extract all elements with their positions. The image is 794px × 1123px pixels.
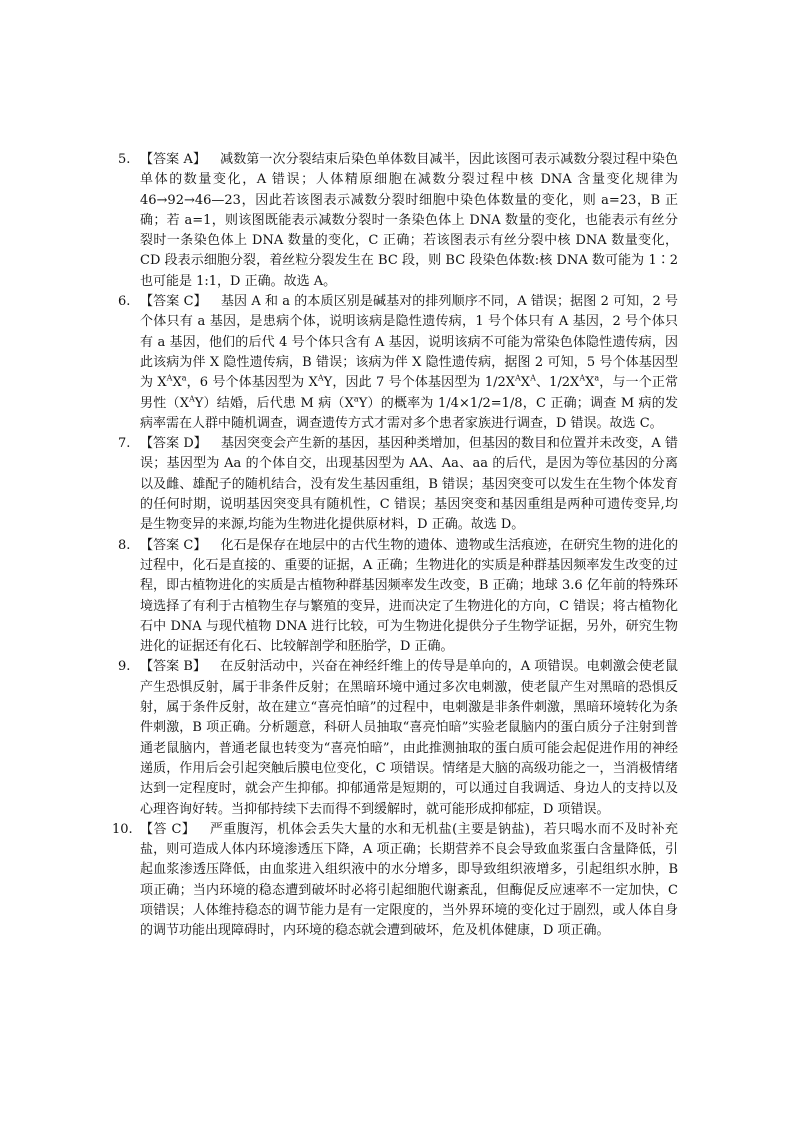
answer-explanation: 在反射活动中，兴奋在神经纤维上的传导是单向的，A 项错误。电刺激会使老鼠产生恐惧反射，属于非条件反射；在黑暗环境中通过多次电刺激，使老鼠产生对黑暗的恐惧反射，属于条件反射，故在建立“喜亮怕暗”的过程中，电刺激是非条件刺激，黑暗环境转化为条件刺激，B 项正确。分析题意，科研人员抽取“喜亮怕暗”实验老鼠脑内的蛋白质分子注射到普通老鼠脑内，普通老鼠也转变为“喜亮怕暗”，由此推测抽取的蛋白质可能会起促进作用的神经递质，作用后会引起突触后膜电位变化，C 项错误。情绪是大脑的高级功能之一，当消极情绪达到一定程度时，就会产生抑郁。抑郁通常是短期的，可以通过自我调适、身边人的支持以及心理咨询好转。当抑郁持续下去而得不到缓解时，就可能形成抑郁症，D 项错误。: [140, 659, 678, 817]
answer-explanation: Y）结婚，后代患 M 病（X: [194, 395, 354, 411]
allele-superscript: A: [515, 373, 521, 383]
allele-superscript: A: [188, 394, 195, 404]
answer-explanation: 、1/2X: [535, 375, 580, 391]
answer-tag: 【答案 C】: [140, 537, 207, 553]
answer-explanation: Y）的概率为 1/4×1/2=1/8，C 正确；调查 M 病的发病率需在人群中随机调查，调查遗传方式才需对多个患者家族进行调查，D 错误。故选 C。: [140, 395, 678, 431]
answer-tag: 【答 C】: [140, 821, 196, 837]
answer-explanation: 化石是保存在地层中的古代生物的遗体、遗物或生活痕迹，在研究生物的进化的过程中，化石是直接的、重要的证据，A 正确；生物进化的实质是种群基因频率发生改变的过程，即古植物进化的实质是古植物种群基因频率发生改变，B 正确；地球 3.6 亿年前的特殊环境选择了有利于古植物生存与繁殖的变异，进而决定了生物进化的方向，C 错误；将古植物化石中 DNA 与现代植物 DNA 进行比较，可为生物进化提供分子生物学证据，另外，研究生物进化的证据还有化石、比较解剖学和胚胎学，D 正确。: [140, 537, 678, 655]
allele-superscript: a: [353, 394, 359, 404]
answer-item-10: [112, 820, 678, 942]
item-number: 9.: [118, 659, 131, 675]
item-number: 7.: [118, 436, 131, 452]
allele-superscript: A: [317, 373, 324, 383]
answer-explanation: 基因 A 和 a 的本质区别是碱基对的排列顺序不同，A 错误；据图 2 可知，2 号个体只有 a 基因，是患病个体，说明该病是隐性遗传病，1 号个体只有 A 基因，2 号个体只有 a 基因，他们的后代 4 号个体只含有 A 基因，说明该病不可能为常染色体隐性遗传病，因此该病为伴 X 隐性遗传病，B 错误；该病为伴 X 隐性遗传病，据图 2 可知，5 号个体基因型为 X: [140, 294, 678, 391]
answer-item-8: [118, 536, 678, 658]
answer-list: [112, 150, 678, 942]
answer-tag: 【答案 D】: [140, 436, 207, 452]
allele-superscript: A: [579, 373, 586, 383]
allele-superscript: A: [166, 373, 173, 383]
answer-item-6: [118, 292, 678, 434]
answer-tag: 【答案 B】: [140, 659, 207, 675]
allele-superscript: A: [530, 373, 536, 383]
answer-explanation: X: [585, 375, 595, 391]
answer-explanation: ，6 号个体基因型为 X: [186, 375, 318, 391]
allele-superscript: a: [181, 373, 187, 383]
item-number: 10.: [112, 821, 133, 837]
item-number: 8.: [118, 537, 131, 553]
allele-superscript: a: [594, 373, 600, 383]
answer-explanation: X: [172, 375, 182, 391]
answer-explanation: 基因突变会产生新的基因，基因种类增加，但基因的数目和位置并未改变，A 错误；基因型为 Aa 的个体自交，出现基因型为 AA、Aa、aa 的后代，是因为等位基因的分离以及雌、雄配子的随机结合，没有发生基因重组，B 错误；基因突变可以发生在生物个体发育的任何时期，说明基因突变具有随机性，C 错误；基因突变和基因重组是两种可遗传变异,均是生物变异的来源,均能为生物进化提供原材料，D 正确。故选 D。: [140, 436, 678, 533]
item-number: 5.: [118, 152, 131, 167]
answer-item-7: [118, 434, 678, 535]
answer-item-9: [118, 657, 678, 819]
answer-explanation: ，与一个正常男性（X: [140, 375, 678, 411]
answer-explanation: Y，因此 7 号个体基因型为 1/2X: [323, 375, 516, 391]
answer-tag: 【答案 A】: [140, 152, 207, 167]
answer-explanation: X: [520, 375, 531, 391]
answer-tag: 【答案 C】: [140, 294, 207, 310]
answer-explanation: 严重腹泻，机体会丢失大量的水和无机盐(主要是钠盐)，若只喝水而不及时补充盐，则可造成人体内环境渗透压下降，A 项正确；长期营养不良会导致血浆蛋白含量降低，引起血浆渗透压降低，由血浆进入组织液中的水分增多，即导致组织液增多，引起组织水肿，B 项正确；当内环境的稳态遭到破坏时必将引起细胞代谢紊乱，但酶促反应速率不一定加快，C 项错误；人体维持稳态的调节能力是有一定限度的，当外界环境的变化过于剧烈，或人体自身的调节功能出现障碍时，内环境的稳态就会遭到破坏，危及机体健康，D 项正确。: [140, 821, 678, 939]
answer-explanation: 减数第一次分裂结束后染色单体数目减半，因此该图可表示减数分裂过程中染色单体的数量变化，A 错误；人体精原细胞在减数分裂过程中核 DNA 含量变化规律为 46→92→46—23，因此若该图表示减数分裂时细胞中染色体数量的变化，则 a=23，B 正确；若 a=1，则该图既能表示减数分裂时一条染色体上 DNA 数量的变化，也能表示有丝分裂时一条染色体上 DNA 数量的变化，C 正确；若该图表示有丝分裂中核 DNA 数量变化，CD 段表示细胞分裂，着丝粒分裂发生在 BC 段，则 BC 段染色体数:核 DNA 数可能为 1∶2 也可能是 1:1，D 正确。故选 A。: [140, 152, 678, 289]
item-number: 6.: [118, 294, 131, 310]
answer-item-5: [118, 150, 678, 292]
